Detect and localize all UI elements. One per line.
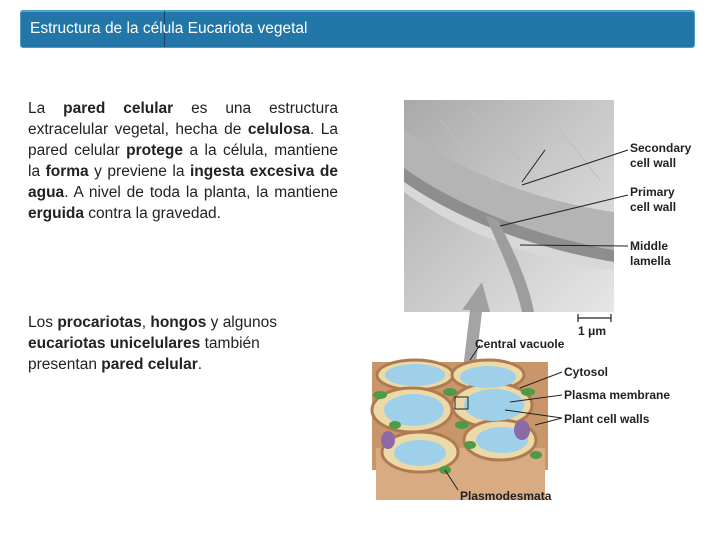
paragraph-other-organisms [28, 312, 318, 375]
scale-label: 1 μm [578, 324, 607, 338]
text-run: y algunos [206, 314, 277, 331]
text-run: es una estructura extracelular vegetal, hecha de [28, 100, 338, 138]
bold-term: pared celular [63, 100, 174, 117]
label-plasmodesmata: Plasmodesmata [460, 489, 552, 503]
cell-wall-figure [370, 95, 710, 515]
bold-term: pared celular [101, 356, 198, 373]
text-run: , [141, 314, 151, 331]
bold-term: eucariotas unicelulares [28, 335, 201, 352]
text-run: . A nivel de toda la planta, la mantiene [64, 184, 338, 201]
title-bar [20, 10, 695, 48]
label-primary-wall-1: Primary [630, 185, 675, 199]
label-plant-cell-walls: Plant cell walls [564, 412, 650, 426]
paragraph-cell-wall [28, 98, 338, 224]
bold-term: erguida [28, 205, 84, 222]
text-run: . [197, 356, 203, 373]
text-run: y previene la [88, 163, 190, 180]
label-middle-lamella-2: lamella [630, 254, 671, 268]
label-central-vacuole: Central vacuole [475, 337, 565, 351]
bold-term: hongos [150, 314, 207, 331]
bold-term: protege [126, 142, 184, 159]
label-secondary-wall-2: cell wall [630, 156, 677, 170]
text-run: . La pared celular [28, 121, 338, 159]
text-run: La [28, 100, 64, 117]
bold-term: procariotas [57, 314, 142, 331]
label-middle-lamella-1: Middle [630, 239, 668, 253]
text-run: contra la gravedad. [83, 205, 221, 222]
text-run: Los [28, 314, 58, 331]
label-cytosol: Cytosol [564, 365, 609, 379]
label-primary-wall-2: cell wall [630, 200, 677, 214]
scale-bar [578, 314, 611, 322]
bold-term: forma [45, 163, 89, 180]
text-run: a la célula, mantiene la [28, 142, 338, 180]
slide-title: Estructura de la célula Eucariota vegetal [30, 20, 308, 37]
text-run: también presentan [28, 335, 260, 373]
bold-term: ingesta excesiva de agua [28, 163, 338, 201]
bold-term: celulosa [247, 121, 310, 138]
tissue-illustration [372, 360, 548, 500]
label-plasma-membrane: Plasma membrane [564, 388, 671, 402]
label-secondary-wall-1: Secondary [630, 141, 692, 155]
